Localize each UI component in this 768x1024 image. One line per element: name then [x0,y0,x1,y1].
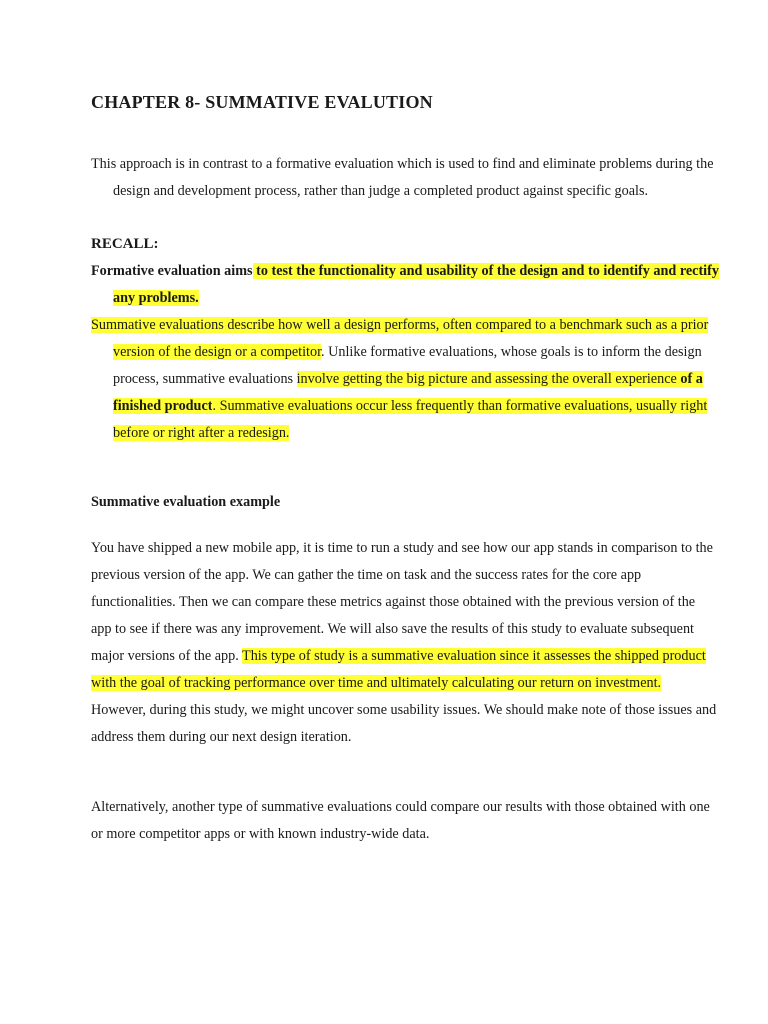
example-text-1: You have shipped a new mobile app, it is time to run a study and see how our app stands in comparison to the previous version of the app. We can gather the time on task and the success rates for the core app functionalities. Then we can compare these metrics against those obtained with the previous version of the app to see if there was any improvement. We will also save the results of this study to evaluate subsequent major versions of the app. [91,540,713,664]
summative-text-1: . Unlike formative evaluations, whose goals is to inform the design process, summative evaluations [113,344,702,387]
alternative-paragraph: Alternatively, another type of summative evaluations could compare our results with those obtained with one or more competitor apps or with known industry-wide data. [91,799,710,842]
summative-highlight-3: . Summative evaluations occur less frequently than formative evaluations, usually right before or right after a redesign. [113,398,708,441]
summative-highlight-2: involve getting the big picture and assessing the overall experience [296,371,681,387]
summative-paragraph [91,312,743,447]
summative-highlight-1: Summative evaluations describe how well a design performs, often compared to a benchmark such as a prior version of the design or a competitor [91,317,709,360]
formative-lead: Formative evaluation aims [91,263,253,279]
example-heading: Summative evaluation example [91,494,281,510]
formative-paragraph [91,258,743,312]
chapter-title: CHAPTER 8- SUMMATIVE EVALUTION [91,92,433,112]
intro-paragraph: This approach is in contrast to a formative evaluation which is used to find and eliminate problems during the design and development process, rather than judge a completed product against specific goals. [91,156,714,199]
example-paragraph [91,535,719,751]
example-highlight: This type of study is a summative evaluation since it assesses the shipped product with the goal of tracking performance over time and ultimately calculating our return on investment. [91,648,706,691]
recall-heading: RECALL: [91,236,159,252]
formative-highlight: to test the functionality and usability of the design and to identify and rectify any problems. [113,263,719,306]
summative-highlight-bold: of a finished product [113,371,703,414]
example-text-2: However, during this study, we might uncover some usability issues. We should make note of those issues and address them during our next design iteration. [91,702,717,745]
